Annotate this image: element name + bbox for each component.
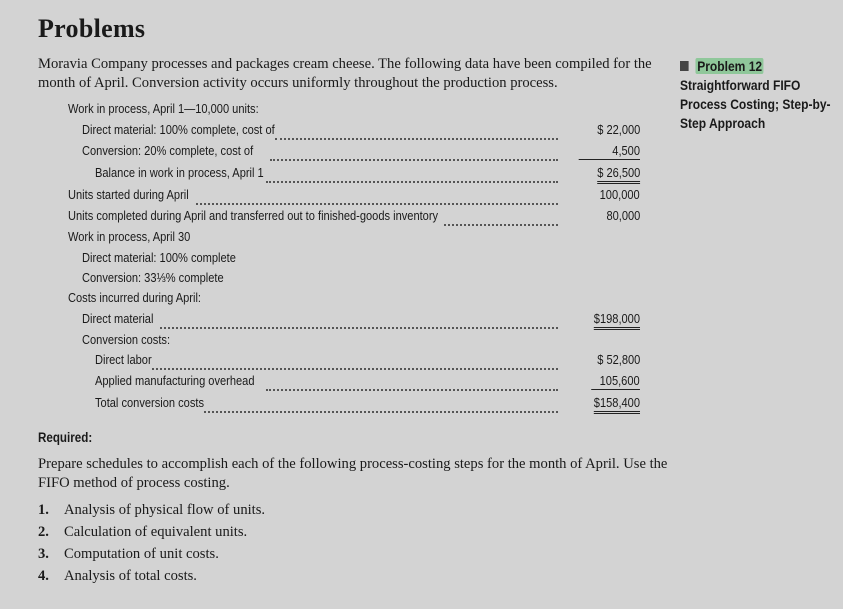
item-text: Computation of unit costs. xyxy=(64,546,219,562)
row-label: Costs incurred during April: xyxy=(68,290,201,305)
table-row xyxy=(0,290,843,310)
list-item xyxy=(38,546,219,563)
table-row xyxy=(0,332,843,352)
row-label: Total conversion costs xyxy=(95,395,204,410)
item-number: 1. xyxy=(38,502,49,518)
row-value: $198,000 xyxy=(594,311,640,330)
row-label: Work in process, April 30 xyxy=(68,229,191,244)
leader-dots xyxy=(204,395,558,413)
item-text: Analysis of total costs. xyxy=(64,568,197,584)
page-title: Problems xyxy=(38,14,146,43)
row-label: Units started during April xyxy=(68,187,189,202)
leader-dots xyxy=(196,187,558,205)
leader-dots xyxy=(270,143,558,161)
row-label: Conversion: 33⅓% complete xyxy=(82,270,224,285)
leader-dots xyxy=(160,311,558,329)
problem-number: Problem 12 xyxy=(697,58,763,74)
list-item xyxy=(38,502,265,519)
problem-subtitle: Straightforward FIFO Process Costing; Step-by-Step Approach xyxy=(680,77,831,131)
row-label: Direct material xyxy=(82,311,154,326)
item-text: Analysis of physical flow of units. xyxy=(64,502,266,518)
leader-dots xyxy=(444,208,558,226)
row-label: Work in process, April 1—10,000 units: xyxy=(68,101,259,116)
table-row xyxy=(0,122,843,142)
leader-dots xyxy=(275,122,558,140)
row-label: Direct material: 100% complete xyxy=(82,250,236,265)
item-number: 3. xyxy=(38,546,49,562)
item-number: 2. xyxy=(38,524,49,540)
leader-dots xyxy=(266,373,558,391)
required-text: Prepare schedules to accomplish each of the following process-costing steps for the month of April. Use the FIFO method of process costing. xyxy=(38,456,668,491)
table-row xyxy=(0,101,843,121)
row-value: $158,400 xyxy=(594,395,640,414)
table-row xyxy=(0,311,843,331)
table-row xyxy=(0,270,843,290)
row-label: Units completed during April and transferred out to finished-goods inventory xyxy=(68,208,439,223)
item-text: Calculation of equivalent units. xyxy=(64,524,248,540)
row-value: $ 26,500 xyxy=(597,165,640,184)
row-value: 100,000 xyxy=(599,187,640,202)
row-label: Applied manufacturing overhead xyxy=(95,373,255,388)
row-label: Direct labor xyxy=(95,352,152,367)
table-row xyxy=(0,250,843,270)
leader-dots xyxy=(152,352,558,370)
item-number: 4. xyxy=(38,568,49,584)
row-label: Direct material: 100% complete, cost of xyxy=(82,122,275,137)
table-row xyxy=(0,187,843,207)
table-row xyxy=(0,208,843,228)
required-heading: Required: xyxy=(38,430,93,445)
row-label: Balance in work in process, April 1 xyxy=(95,165,264,180)
row-value: 4,500 xyxy=(579,143,640,160)
table-row xyxy=(0,352,843,372)
row-label: Conversion costs: xyxy=(82,332,171,347)
list-item xyxy=(38,524,247,541)
table-row xyxy=(0,395,843,415)
table-row xyxy=(0,143,843,163)
row-label: Conversion: 20% complete, cost of xyxy=(82,143,254,158)
table-row xyxy=(0,165,843,185)
table-row xyxy=(0,373,843,393)
row-value: $ 22,000 xyxy=(596,122,640,137)
row-value: $ 52,800 xyxy=(596,352,640,367)
problem-intro: Moravia Company processes and packages cream cheese. The following data have been compiled for the month of April. Conversion activity occurs uniformly throughout the production process. xyxy=(38,56,652,91)
leader-dots xyxy=(266,165,558,183)
row-value: 105,600 xyxy=(592,373,640,390)
list-item xyxy=(38,568,197,585)
row-value: 80,000 xyxy=(606,208,640,223)
table-row xyxy=(0,229,843,249)
square-bullet-icon xyxy=(680,61,689,71)
